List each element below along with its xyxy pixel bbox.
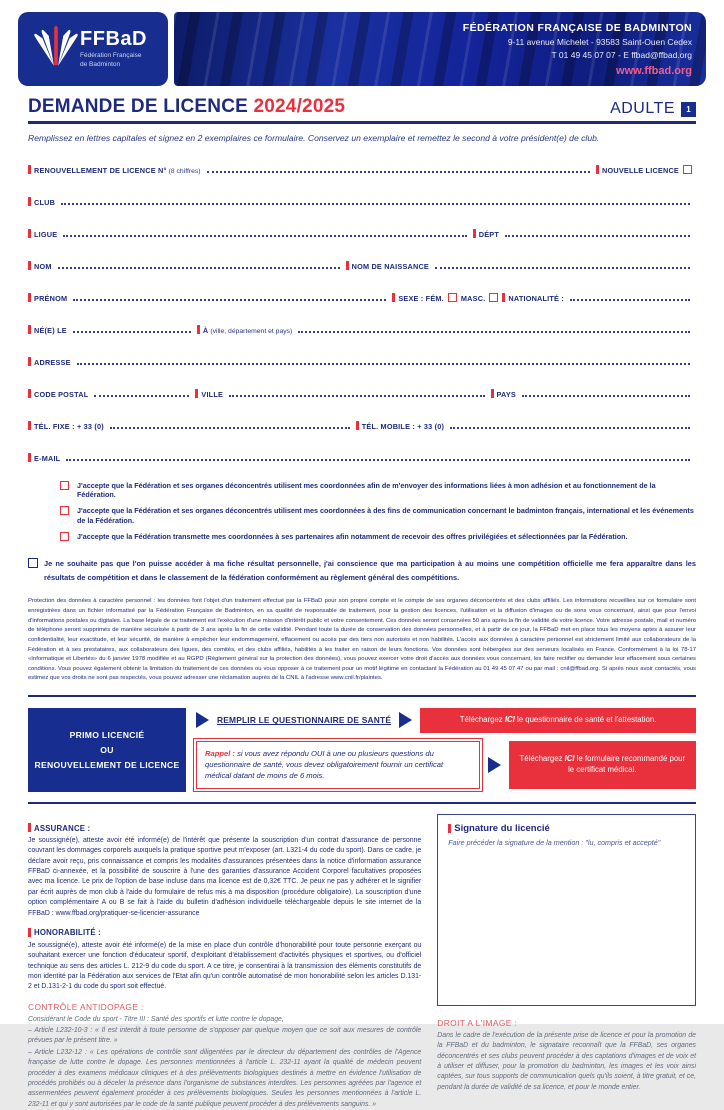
brand-subtitle: Fédération Française de Badminton xyxy=(80,52,142,68)
category-label: ADULTE xyxy=(610,100,675,117)
section-divider xyxy=(28,802,696,804)
field-marker xyxy=(28,421,31,430)
page-number-badge: 1 xyxy=(681,102,696,117)
droit-image-text: Dans le cadre de l'exécution de la présente prise de licence et pour la promotion de la FFBaD et du badminton, le signataire reconnaît que la FFBaD, ses organes déconcentrés et ses clubs peuvent procéder à des captations d'images et de voix et à utiliser et diffuser, pour la promotion du badminton, les images et les voix ainsi captées, sur tous supports de communication quels qu'ils soient, à titre gratuit, et ce, pendant la durée de validité de sa licence, et pour le monde entier. xyxy=(437,1032,696,1091)
sexe-fem-checkbox[interactable] xyxy=(448,293,457,302)
arrow-right-icon xyxy=(488,757,501,773)
download-certificat-button[interactable]: Téléchargez ICI le formulaire recommandé pour le certificat médical. xyxy=(509,741,696,789)
field-marker xyxy=(596,165,599,174)
antidopage-text xyxy=(28,1015,421,1110)
org-name: FÉDÉRATION FRANÇAISE DE BADMINTON xyxy=(462,21,692,34)
code-postal-label: CODE POSTAL xyxy=(34,389,89,399)
field-marker xyxy=(502,293,505,302)
health-section xyxy=(28,708,696,792)
primo-line3: RENOUVELLEMENT DE LICENCE xyxy=(34,760,180,771)
field-marker xyxy=(28,453,31,462)
consent-2-text: J'accepte que la Fédération et ses organes déconcentrés utilisent mes coordonnées à des fins de communication concernant le badminton français, international et les événements de la Fédération. xyxy=(77,506,694,525)
org-website-link[interactable]: www.ffbad.org xyxy=(616,64,692,77)
field-marker xyxy=(346,261,349,270)
ne-le-field[interactable] xyxy=(73,323,191,333)
results-optout-row xyxy=(28,557,696,585)
shuttlecock-icon xyxy=(39,25,73,74)
nom-naissance-label: NOM DE NAISSANCE xyxy=(351,261,429,271)
email-label: E-MAIL xyxy=(34,453,61,463)
field-marker xyxy=(28,928,31,937)
ville-label: VILLE xyxy=(201,389,224,399)
ne-a-field[interactable] xyxy=(298,323,690,333)
header xyxy=(18,12,706,86)
ne-le-label: NÉ(E) LE xyxy=(34,325,67,335)
assurance-text: Je soussigné(e), atteste avoir été informé(e) de l'intérêt que présente la souscription d'un contrat d'assurance de personne couvrant les dommages corporels auxquels la pratique sportive peut m'exposer (art. L321-4 du code du sport). Dans ce cadre, je déclare avoir reçu, pris connaissance et compris les modalités d'assurances présentées dans la notice d'information assurance FFBaD ci-annexée, et la possibilité de souscrire à l'une des garanties d'assurance Accident Corporel facultatives proposées avec ma licence. Le prix de l'option de base incluse dans ma licence est de 0,32€ TTC. Je peux ne pas y adhérer et le signifier par écrit auprès de mon club à l'aide du formulaire de refus mis à ma disposition (procédure obligatoire). La souscription d'une option complémentaire A ou B se fait à l'aide du bulletin d'adhésion individuelle téléchargeable depuis le site internet de la FFBaD : www.ffbad.org/pratiquer-se-licencier-assurance xyxy=(28,837,422,917)
field-marker xyxy=(195,389,198,398)
ligue-field[interactable] xyxy=(63,227,466,237)
prenom-label: PRÉNOM xyxy=(34,293,68,303)
field-marker xyxy=(28,165,31,174)
field-marker xyxy=(28,357,31,366)
field-marker xyxy=(28,197,31,206)
field-marker xyxy=(392,293,395,302)
page-title xyxy=(28,96,345,118)
brand-name: FFBaD xyxy=(80,28,147,51)
field-marker xyxy=(473,229,476,238)
instruction-text: Remplissez en lettres capitales et signez en 2 exemplaires ce formulaire. Conservez un exemplaire et remettez le second à votre président(e) de club. xyxy=(28,132,600,143)
field-marker xyxy=(448,824,451,833)
field-marker xyxy=(28,229,31,238)
title-season: 2024/2025 xyxy=(253,96,346,117)
primo-line1: PRIMO LICENCIÉ xyxy=(69,730,145,741)
consent-3-text: J'accepte que la Fédération transmette mes coordonnées à ses partenaires afin notamment de recevoir des offres privilégiées et sélectionnées par la Fédération. xyxy=(77,531,628,541)
title-main: DEMANDE DE LICENCE xyxy=(28,96,249,117)
results-optout-text: Je ne souhaite pas que l'on puisse accéder à ma fiche résultat personnelle, j'ai conscience que ma participation à au moins une compétition officielle me fera apparaître dans les résultats de compétition et dans le classement de la fédération conformément au règlement général des compétitions. xyxy=(44,559,696,583)
adresse-field[interactable] xyxy=(77,355,690,365)
field-marker xyxy=(28,293,31,302)
section-divider xyxy=(28,695,696,697)
field-marker xyxy=(356,421,359,430)
field-marker xyxy=(28,261,31,270)
tel-fixe-field[interactable] xyxy=(110,419,350,429)
questionnaire-sante-link[interactable]: REMPLIR LE QUESTIONNAIRE DE SANTÉ xyxy=(217,715,392,726)
consent-row xyxy=(60,506,696,525)
title-row xyxy=(28,96,696,118)
ville-field[interactable] xyxy=(229,387,484,397)
nouvelle-licence-label: NOUVELLE LICENCE xyxy=(602,165,679,175)
rappel-box xyxy=(196,741,480,789)
email-field[interactable] xyxy=(66,451,690,461)
arrow-right-icon xyxy=(196,712,209,728)
nationalite-label: NATIONALITÉ : xyxy=(508,293,564,303)
header-band xyxy=(174,12,706,86)
antidopage-article1: – Article L232-10-3 : « Il est interdit à toute personne de s'opposer par quelque moyen que ce soit aux mesures de contrôle prévues par le présent titre. » xyxy=(28,1027,422,1045)
nom-label: NOM xyxy=(34,261,52,271)
antidopage-title: CONTRÔLE ANTIDOPAGE : xyxy=(28,1001,144,1012)
consent-3-checkbox[interactable] xyxy=(60,532,69,541)
download-questionnaire-button[interactable]: Téléchargez ICI le questionnaire de santé et l'attestation. xyxy=(420,708,696,733)
honorabilite-title: HONORABILITÉ : xyxy=(34,928,101,938)
license-form: RENOUVELLEMENT DE LICENCE N° (8 chiffres) NOUVELLE LICENCE CLUB LIGUE DÉPT NOM NOM DE NAISSANCE PRÉNOM SEXE : FÉM. MASC. NATIONALITÉ : NÉ(E) LE À (ville, département et pays) ADRESSE CODE POSTAL VILLE PAYS TÉL. FIXE : + 33 (0) TÉL. MOBILE : + 33 (0) E-MAIL xyxy=(28,162,696,463)
dept-field[interactable] xyxy=(505,227,690,237)
title-divider xyxy=(28,121,696,124)
consent-row xyxy=(60,481,696,500)
results-optout-checkbox[interactable] xyxy=(28,558,38,568)
consent-2-checkbox[interactable] xyxy=(60,506,69,515)
antidopage-article2: – Article L232-12 : « Les opérations de contrôle sont diligentées par le directeur du département des contrôles de l'Agence française de lutte contre le dopage. Les personnes mentionnées à l'article L. 232-11 ayant la qualité de médecin peuvent procéder à des examens médicaux cliniques et à des prélèvements biologiques destinés à mettre en évidence l'utilisation de procédés prohibés ou à déceler la présence dans l'organisme de substances interdites. Les personnes agréées par l'agence et assermentées peuvent également procéder à ces prélèvements biologiques. Seules les personnes mentionnées à l'article L. 232-11 et qui y sont autorisées par le code de la santé publique peuvent procéder à des prélèvements sanguins. » xyxy=(28,1048,422,1108)
renouvellement-label: RENOUVELLEMENT DE LICENCE N° xyxy=(34,165,167,175)
tel-mobile-field[interactable] xyxy=(450,419,690,429)
consent-section xyxy=(28,481,696,542)
org-address: 9-11 avenue Michelet - 93583 Saint-Ouen Cedex xyxy=(507,36,692,47)
sexe-fem-label: SEXE : FÉM. xyxy=(398,293,444,303)
pays-label: PAYS xyxy=(496,389,516,399)
dept-label: DÉPT xyxy=(478,229,499,239)
ligue-label: LIGUE xyxy=(34,229,58,239)
droit-image-title: DROIT A L'IMAGE : xyxy=(437,1018,518,1029)
tel-mobile-label: TÉL. MOBILE : + 33 (0) xyxy=(361,421,445,431)
field-marker xyxy=(28,389,31,398)
assurance-title: ASSURANCE : xyxy=(34,823,91,833)
signature-area[interactable] xyxy=(437,814,696,1006)
right-column xyxy=(437,814,696,1110)
signature-title: Signature du licencié xyxy=(454,823,550,835)
prenom-field[interactable] xyxy=(73,291,386,301)
pays-field[interactable] xyxy=(522,387,690,397)
left-column xyxy=(28,814,421,1110)
ne-a-label: À xyxy=(202,325,209,335)
adresse-label: ADRESSE xyxy=(34,357,71,367)
ffbad-logo xyxy=(18,12,168,86)
antidopage-intro: Considérant le Code du sport - Titre III : Santé des sportifs et lutte contre le dopage, xyxy=(28,1015,284,1023)
primo-line2: OU xyxy=(100,745,114,756)
field-marker xyxy=(197,325,200,334)
renouvellement-field[interactable] xyxy=(207,163,590,173)
nom-field[interactable] xyxy=(58,259,340,269)
rappel-label: Rappel : xyxy=(205,748,238,758)
club-field[interactable] xyxy=(61,195,690,205)
ici-link[interactable]: ICI xyxy=(504,715,515,725)
consent-1-checkbox[interactable] xyxy=(60,481,69,490)
code-postal-field[interactable] xyxy=(94,387,189,397)
data-protection-notice: Protection des données à caractère personnel : les données font l'objet d'un traitement effectué par la FFBaD pour son propre compte et le compte de ses organes déconcentrés et des clubs affiliés. Les informations recueillies sur ce formulaire sont enregistrées dans un fichier informatisé par la Fédération Française de Badminton, en sa qualité de responsable de traitement, pour la gestion des licences, l'utilisation et la diffusion d'images ou de sons vous concernant, ainsi que pour l'envoi d'informations postales ou digitales. La base légale de ce traitement est l'exécution d'une mission d'intérêt public et votre consentement. Ces données seront conservées 50 ans après la fin de validité de votre licence. Votre adresse postale, mail et numéro de téléphone seront supprimés de manière sécurisée à partir de 3 ans après la fin de cette validité. Pendant toute la durée de conservation des données personnelles, et à partir de ce jour, la FFBaD met en place tous les moyens aptes à assurer leur confidentialité, leur exactitude, et leur sécurité, de manière à empêcher leur endommagement, effacement ou accès par des tiers non autorisés et non habilités. L'accès aux données à caractère personnel est strictement limité aux collaborateurs de la Fédération et à ses prestataires, aux collaborateurs des ligues, des comités, et des clubs affiliés, habilités à les traiter en raison de leurs fonctions. Vos données sont hébergées sur des serveurs localisés en France. Conformément à la loi 78-17 «Informatique et Libertés» du 6 janvier 1978 modifiée et au RGPD (Règlement général sur la protection des données), vous pouvez exercer votre droit d'accès aux données vous concernant, les faire rectifier ou demander leur effacement sous certaines conditions. Vous pouvez également obtenir la limitation du traitement de ces données ou vous opposer à ce traitement pour un motif légitime en contactant la Fédération au 01 49 45 07 47 ou par mail : cnil@ffbad.org. Si après nous avoir contactés, vous estimez que vos droits ne sont pas respectés, vous pouvez adresser une réclamation auprès de la CNIL à l'adresse www.cnil.fr/plaintes. xyxy=(28,598,696,682)
field-marker xyxy=(28,325,31,334)
nom-naissance-field[interactable] xyxy=(435,259,690,269)
signature-note: Faire précéder la signature de la mention : "lu, compris et accepté" xyxy=(448,838,661,848)
arrow-right-icon xyxy=(399,712,412,728)
honorabilite-text: Je soussigné(e), atteste avoir été informé(e) de la mise en place d'un contrôle d'honorabilité pour toute personne exerçant ou souhaitant exercer une fonction d'éducateur sportif, d'exploitant d'établissement d'activités physiques et sportives, ou d'officiel technique au sens des articles L. 212-9 du code du sport. A ce titre, je consentirai à la transmission des éléments constitutifs de mon identité par la Fédération aux services de l'Etat afin qu'un contrôle automatisé de mon honorabilité selon les articles D.131-2 et D.131-2-1 du code du sport soit effectué. xyxy=(28,941,422,991)
nationalite-field[interactable] xyxy=(570,291,690,301)
nouvelle-licence-checkbox[interactable] xyxy=(683,165,692,174)
club-label: CLUB xyxy=(34,197,56,207)
sexe-masc-label: MASC. xyxy=(460,293,486,303)
sexe-masc-checkbox[interactable] xyxy=(489,293,498,302)
field-marker xyxy=(28,823,31,832)
rappel-text: si vous avez répondu OUI à une ou plusieurs questions du questionnaire de santé, vous devez obligatoirement fournir un certificat médical datant de moins de 6 mois. xyxy=(205,748,444,781)
consent-row xyxy=(60,532,696,541)
consent-1-text: J'accepte que la Fédération et ses organes déconcentrés utilisent mes coordonnées afin de m'envoyer des informations liées à mon adhésion et au fonctionnement de la Fédération. xyxy=(77,480,656,499)
ici-link[interactable]: ICI xyxy=(564,754,575,764)
primo-licencie-box xyxy=(28,708,186,792)
org-contact: T 01 49 45 07 07 - E ffbad@ffbad.org xyxy=(551,49,692,60)
tel-fixe-label: TÉL. FIXE : + 33 (0) xyxy=(34,421,104,431)
field-marker xyxy=(491,389,494,398)
